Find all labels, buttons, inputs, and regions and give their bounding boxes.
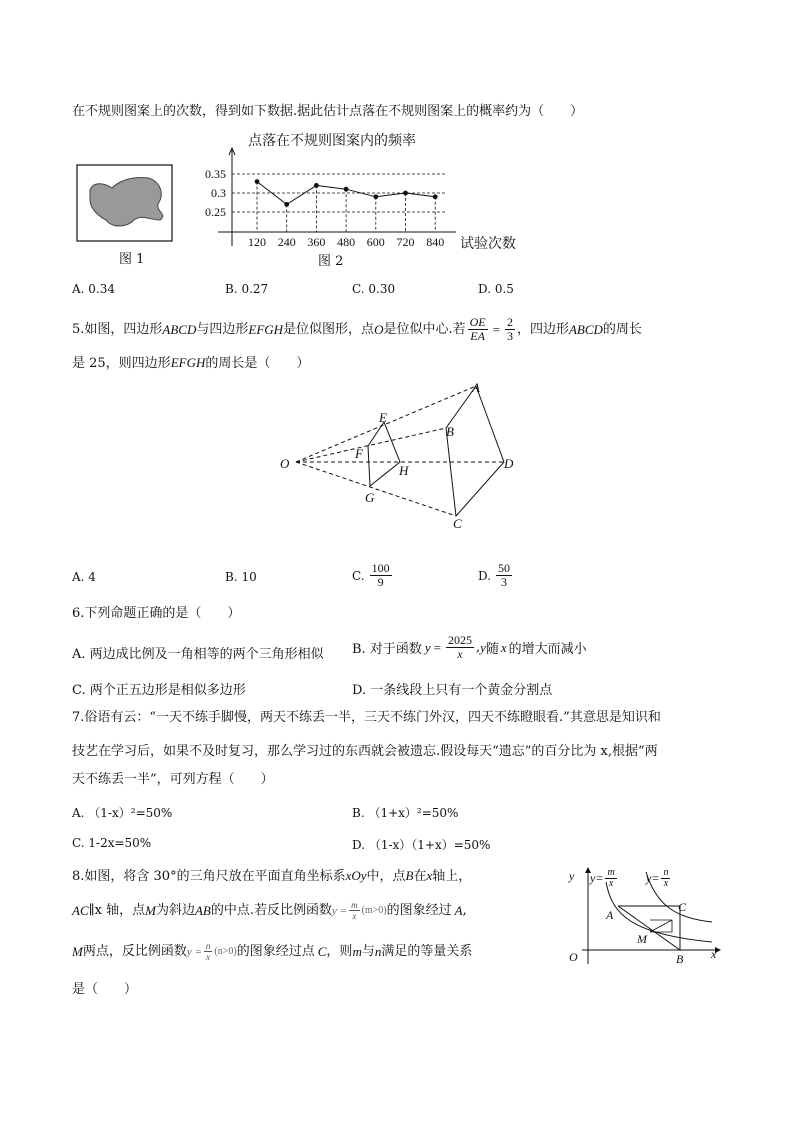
q8-l1-a: 8.如图，将含 30°的三角尺放在平面直角坐标系 (72, 869, 346, 884)
q8-l2-cond: (m>0) (361, 904, 387, 916)
q5-option-a[interactable]: A. 4 (72, 570, 96, 584)
q6-opt-b-x: x (500, 639, 507, 655)
q6-option-d[interactable]: D. 一条线段上只有一个黄金分割点 (352, 683, 553, 698)
q5-eq: = (492, 321, 500, 337)
q8-l2-c: 的中点.若反比例函数 (210, 902, 332, 918)
q6-option-c[interactable]: C. 两个正五边形是相似多边形 (72, 683, 246, 698)
q8-curve-n-frac (661, 868, 670, 889)
q5-center-o: O (374, 321, 384, 337)
chart-x-tick-label: 840 (426, 235, 445, 249)
q4-figure-1 (76, 164, 174, 244)
fig1-caption: 图 1 (119, 252, 145, 267)
q8-point-m: M (637, 932, 647, 946)
q8-point-b: B (676, 952, 684, 966)
q5-efgh: EFGH (248, 321, 284, 337)
q8-l3-func: y = (186, 945, 202, 958)
q8-l3-b: 的图象经过点 (236, 943, 315, 959)
fig2-caption: 图 2 (318, 254, 344, 269)
q5-ratio-fraction (468, 316, 488, 343)
q5-text-b: 与四边形 (196, 321, 249, 337)
q8-l3-mm: m (352, 943, 362, 959)
q8-l3-nn: n (374, 943, 382, 959)
q5-option-b[interactable]: B. 10 (225, 570, 257, 584)
q8-l1-pointb: B (405, 868, 414, 883)
q7-line2: 技艺在学习后，如果不及时复习，那么学习过的东西就会被遗忘.假设每天“遗忘”的百分比为 x,根据“两 (72, 744, 658, 759)
q5-efgh-2: EFGH (170, 355, 206, 370)
q8-l3-cond: (n>0) (214, 945, 237, 957)
q8-point-a: A (606, 908, 614, 922)
q7-option-b[interactable]: B. （1+x）²=50% (352, 806, 459, 820)
quad-abcd-solid (456, 386, 504, 516)
quad-efgh (368, 422, 400, 486)
q8-curve-m-frac (605, 868, 616, 889)
q8-curve-n-num: n (663, 867, 669, 878)
irregular-pattern-shape (90, 177, 163, 226)
q6-opt-b-y: y (424, 639, 431, 655)
q8-l3-den: x (206, 952, 211, 962)
q5-stem-line1 (72, 316, 642, 343)
q8-curve-n-den: x (663, 878, 669, 889)
q8-l1-c: 在 (413, 869, 427, 884)
q5-opt-c-num: 100 (371, 561, 390, 575)
q5-ratio-value (505, 316, 515, 343)
q6-opt-b-pre: B. 对于函数 (352, 642, 422, 657)
ray-o-b (296, 428, 446, 462)
chart-point (284, 202, 289, 207)
q8-l2-func: y = (332, 904, 348, 917)
q5-text-e: ，四边形 (516, 321, 569, 337)
q5-opt-c-den: 9 (377, 575, 384, 589)
chart-point (344, 187, 349, 192)
quad-abcd-left (446, 386, 476, 516)
q8-l2-a: ∥x 轴，点 (88, 902, 146, 918)
curve-m (606, 882, 712, 942)
q4-option-b[interactable]: B. 0.27 (225, 282, 269, 296)
q8-l3-d: 与 (361, 943, 375, 959)
q5-text-d: 是位似中心.若 (383, 321, 466, 337)
chart-title: 点落在不规则图案内的频率 (248, 134, 416, 149)
q5-text-f: 的周长 (602, 321, 642, 337)
q6-opt-b-y2: y (480, 639, 486, 655)
triangle-abc (618, 906, 680, 950)
q5-opt-d-prefix: D. (478, 568, 492, 583)
q8-point-c: C (678, 900, 687, 914)
triangle-inner-hyp (650, 920, 672, 932)
label-b: B (446, 424, 454, 439)
q6-opt-b-post: 的增大而减小 (508, 642, 587, 657)
q5-text-a: 5.如图，四边形 (72, 321, 163, 337)
chart-point (314, 183, 319, 188)
q4-option-a[interactable]: A. 0.34 (72, 282, 116, 296)
q6-opt-b-frac (446, 634, 474, 661)
label-e: E (379, 410, 387, 425)
q8-l2-den: x (352, 911, 357, 921)
q8-l2-pointa: A (454, 902, 463, 918)
q6-opt-b-eq: = (433, 639, 441, 655)
chart-y-tick-label: 0.35 (205, 167, 226, 181)
q5-frac-num: OE (469, 315, 486, 329)
chart-x-axis-label: 试验次数 (460, 237, 516, 252)
chart-y-tick-label: 0.25 (205, 205, 226, 219)
q8-l1-x: x (426, 868, 433, 883)
q4-option-c[interactable]: C. 0.30 (352, 282, 396, 296)
ray-o-c (296, 462, 456, 516)
q8-l1-b: 中，点 (366, 869, 406, 884)
label-h: H (399, 463, 409, 478)
q6-opt-b-comma: , (475, 640, 481, 655)
q8-l1-xoy: xOy (345, 868, 367, 883)
q8-l3-c: ，则 (326, 943, 353, 959)
q5-option-c[interactable] (352, 562, 394, 589)
q8-l2-d: 的图象经过 (386, 902, 452, 918)
q8-origin-label: O (569, 950, 578, 964)
q6-opt-b-num: 2025 (447, 633, 472, 647)
chart-x-tick-label: 360 (307, 235, 326, 249)
q8-l3-e: 满足的等量关系 (381, 943, 473, 959)
q8-l3-a: 两点，反比例函数 (82, 943, 187, 959)
q6-opt-b-sui: 随 (485, 642, 499, 657)
q5-ratio-num: 2 (506, 315, 513, 329)
chart-point (373, 194, 378, 199)
q7-option-a[interactable]: A. （1-x）²=50% (72, 806, 173, 820)
q5-opt-d-num: 50 (498, 561, 511, 575)
q8-l3-num: n (205, 941, 211, 951)
label-f: F (355, 446, 363, 461)
q5-abcd-2: ABCD (568, 321, 603, 337)
q8-l2-ac: AC (72, 902, 89, 918)
label-a: A (472, 380, 480, 395)
chart-x-tick-label: 600 (366, 235, 385, 249)
q4-option-d[interactable]: D. 0.5 (478, 282, 514, 296)
chart-x-tick-label: 720 (396, 235, 415, 249)
q5-opt-c-frac (370, 562, 392, 589)
q8-x-axis-label: x (711, 947, 717, 961)
q8-line2 (72, 900, 467, 921)
q5-opt-d-den: 3 (501, 575, 508, 589)
q8-curve-m-y: y= (590, 871, 604, 885)
chart-point (433, 194, 438, 199)
q5-line2-b: 的周长是（ ） (205, 356, 310, 371)
q8-curve-m-den: x (608, 878, 614, 889)
q6-stem: 6.下列命题正确的是（ ） (72, 606, 241, 621)
q8-curve-n-y: y= (646, 871, 660, 885)
q8-l2-num: m (351, 900, 358, 910)
q8-curve-n-label (646, 868, 672, 889)
q4-stem: 在不规则图案上的次数，得到如下数据.据此估计点落在不规则图案上的概率约为（ ） (72, 104, 584, 119)
chart-x-tick-label: 240 (277, 235, 296, 249)
q5-stem-line2 (72, 354, 309, 373)
q5-abcd: ABCD (162, 321, 197, 337)
q5-frac-den: EA (470, 329, 485, 343)
q8-l1-d: 轴上， (432, 869, 472, 884)
chart-point (255, 179, 260, 184)
q8-l2-ab: AB (194, 902, 211, 918)
q5-line2-a: 是 25，则四边形 (72, 356, 171, 371)
q8-curve-m-num: m (607, 867, 615, 878)
chart-point (403, 191, 408, 196)
label-g: G (365, 490, 375, 505)
chart-y-tick-label: 0.3 (211, 186, 226, 200)
q8-l3-m: M (72, 943, 83, 959)
q6-opt-b-den: x (457, 647, 463, 661)
q8-l2-b: 为斜边 (155, 902, 195, 918)
q8-line1 (72, 867, 471, 886)
chart-x-tick-label: 480 (337, 235, 356, 249)
q8-line3 (72, 941, 472, 962)
label-c: C (453, 516, 462, 531)
label-d: D (504, 456, 514, 471)
chart-x-tick-label: 120 (248, 235, 266, 249)
q8-l2-m: M (145, 902, 156, 918)
q7-line1: 7.俗语有云：“一天不练手脚慢，两天不练丢一半，三天不练门外汉，四天不练瞪眼看.”其意思是知识和 (72, 710, 661, 725)
label-o: O (280, 456, 290, 471)
q7-option-c[interactable]: C. 1-2x=50% (72, 836, 152, 850)
q8-coordinate-graph (562, 864, 722, 970)
q8-curve-m-label (590, 868, 619, 889)
q5-option-d[interactable] (478, 562, 514, 589)
q7-line3: 天不练丢一半”，可列方程（ ） (72, 772, 274, 787)
q5-opt-c-prefix: C. (352, 568, 365, 583)
q6-option-a[interactable]: A. 两边成比例及一角相等的两个三角形相似 (72, 647, 324, 662)
q5-homothety-figure (270, 376, 530, 536)
q8-l2-frac (349, 900, 360, 921)
q8-l3-pointc: C (317, 943, 327, 959)
q6-option-b[interactable] (352, 634, 587, 661)
q8-y-axis-label: y (569, 869, 575, 883)
q8-l2-e: , (462, 902, 467, 918)
q5-text-c: 是位似图形，点 (283, 321, 375, 337)
q7-option-d[interactable]: D. （1-x）（1+x）=50% (352, 838, 491, 852)
q5-ratio-den: 3 (506, 329, 513, 343)
q8-line4: 是（ ） (72, 982, 138, 997)
frequency-chart (188, 128, 518, 260)
q8-l3-frac (204, 941, 213, 962)
q5-opt-d-frac (496, 562, 512, 589)
